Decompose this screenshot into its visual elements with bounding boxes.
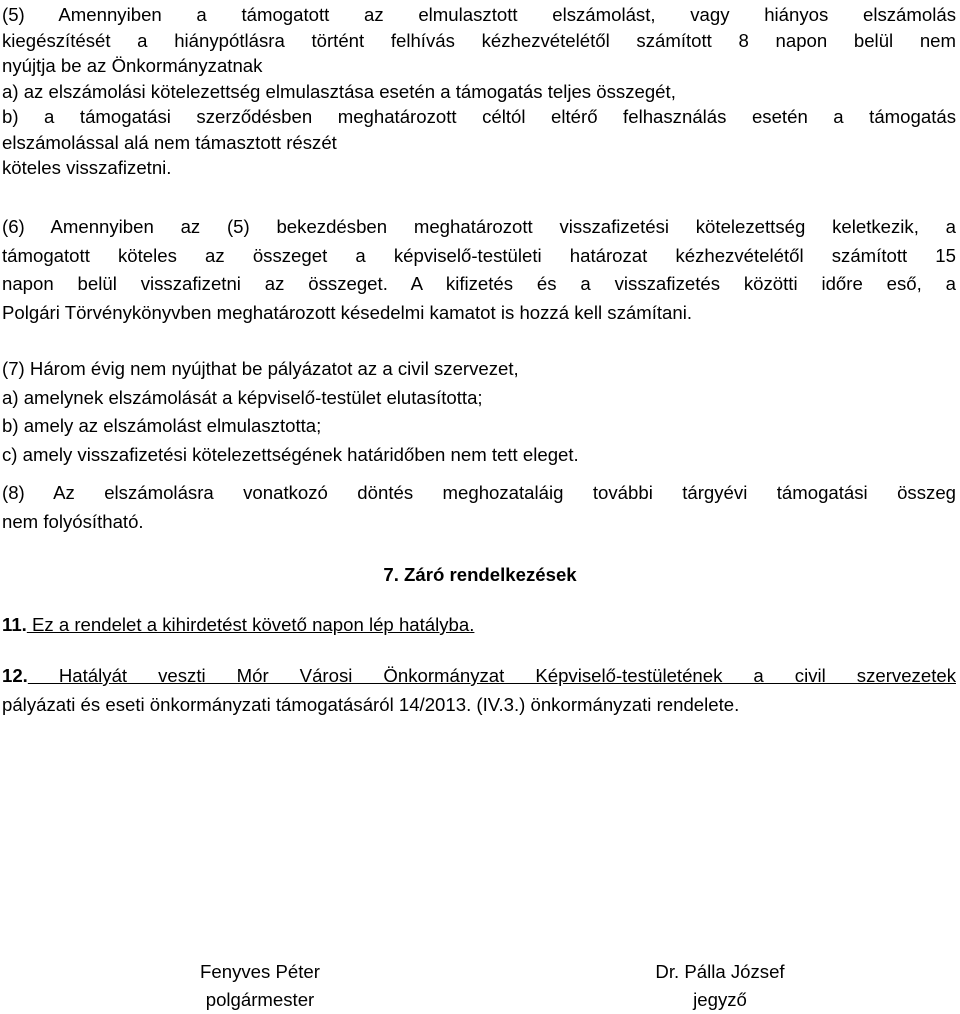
signature-right	[620, 958, 820, 1014]
section-12-number: 12.	[2, 665, 28, 686]
paragraph-5-line-1: (5) Amennyiben a támogatott az elmulasztott elszámolást, vagy hiányos elszámolás	[2, 4, 956, 25]
paragraph-6-line-3: napon belül visszafizetni az összeget. A kifizetés és a visszafizetés közötti időre eső, a	[2, 273, 956, 295]
signature-left-name: Fenyves Péter	[200, 961, 320, 982]
section-12	[2, 662, 956, 719]
section-heading: 7. Záró rendelkezések	[383, 564, 577, 585]
paragraph-7-line-1: (7) Három évig nem nyújthat be pályázatot az a civil szervezet,	[2, 358, 519, 379]
paragraph-7-item-b: b) amely az elszámolást elmulasztotta;	[2, 415, 322, 437]
section-12-line-1	[2, 662, 956, 691]
paragraph-5	[2, 2, 956, 181]
paragraph-8-line-2: nem folyósítható.	[2, 510, 144, 532]
paragraph-7-item-c: c) amely visszafizetési kötelezettségének határidőben nem tett eleget.	[2, 443, 579, 465]
signature-left	[160, 958, 360, 1014]
paragraph-6-line-2: támogatott köteles az összeget a képviselő-testületi határozat kézhezvételétől számított 15	[2, 244, 956, 266]
paragraph-5-line-2: kiegészítését a hiánypótlásra történt felhívás kézhezvételétől számított 8 napon belül nem	[2, 29, 956, 51]
paragraph-5-item-b-cont: elszámolással alá nem támasztott részét	[2, 131, 337, 153]
paragraph-6	[2, 213, 956, 327]
paragraph-6-line-4: Polgári Törvénykönyvben meghatározott késedelmi kamatot is hozzá kell számítani.	[2, 301, 693, 323]
paragraph-8	[2, 479, 956, 536]
paragraph-7-item-a: a) amelynek elszámolását a képviselő-testület elutasította;	[2, 386, 483, 408]
section-12-text-start: Hatályát veszti Mór Városi Önkormányzat Képviselő-testületének a civil szervezetek	[27, 665, 956, 686]
section-11-text: Ez a rendelet a kihirdetést követő napon lép hatályba.	[26, 614, 475, 635]
signature-right-title: jegyző	[693, 989, 747, 1010]
paragraph-5-item-a: a) az elszámolási kötelezettség elmulasztása esetén a támogatás teljes összegét,	[2, 80, 676, 102]
paragraph-8-line-1: (8) Az elszámolásra vonatkozó döntés meghozataláig további tárgyévi támogatási összeg	[2, 482, 956, 503]
paragraph-5-item-b: b) a támogatási szerződésben meghatározott céltól eltérő felhasználás esetén a támogatás	[2, 106, 956, 127]
signature-right-name: Dr. Pálla József	[655, 961, 785, 982]
paragraph-5-line-3: nyújtja be az Önkormányzatnak	[2, 55, 263, 76]
signature-left-title: polgármester	[205, 989, 315, 1010]
paragraph-6-line-1: (6) Amennyiben az (5) bekezdésben meghatározott visszafizetési kötelezettség keletkezik, a	[2, 216, 956, 237]
section-11	[2, 611, 474, 639]
section-11-number: 11.	[2, 614, 27, 635]
section-12-line-2: pályázati és eseti önkormányzati támogatásáról 14/2013. (IV.3.) önkormányzati rendelete.	[2, 693, 740, 715]
paragraph-5-line-end: köteles visszafizetni.	[2, 157, 172, 178]
paragraph-7	[2, 355, 956, 469]
